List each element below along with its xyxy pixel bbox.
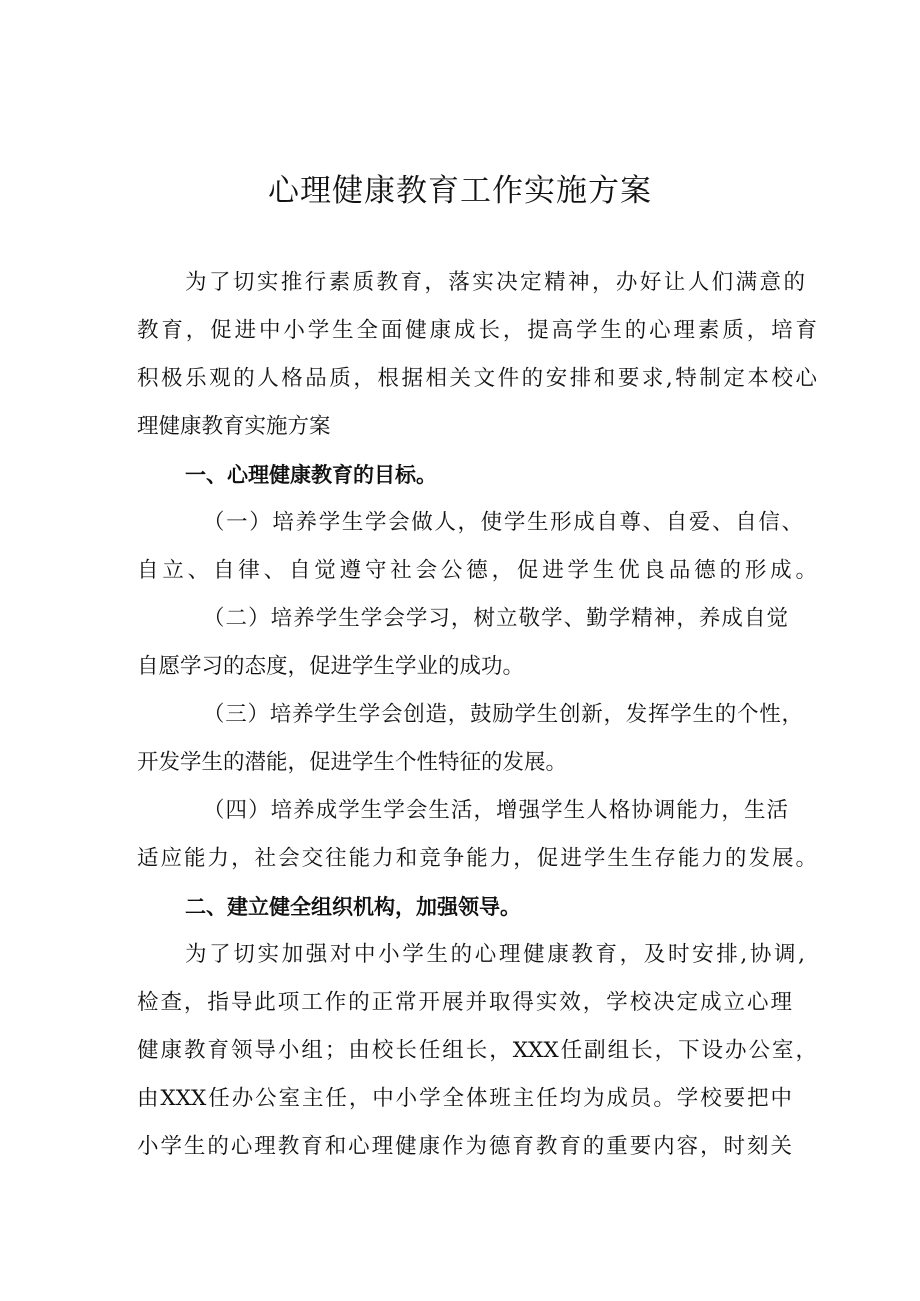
- goal-1-line-2: 自立、自律、自觉遵守社会公德，促进学生优良品德的形成。: [137, 558, 817, 583]
- org-line-2: 检查，指导此项工作的正常开展并取得实效，学校决定成立心理: [137, 990, 792, 1015]
- intro-line-2: 教育，促进中小学生全面健康成长，提高学生的心理素质，培育: [137, 318, 817, 343]
- goal-4-line-2: 适应能力，社会交往能力和竞争能力，促进学生生存能力的发展。: [137, 846, 817, 871]
- org-line-5: 小学生的心理教育和心理健康作为德育教育的重要内容，时刻关: [137, 1134, 792, 1159]
- goal-4-line-1: （四）培养成学生学会生活，增强学生人格协调能力，生活: [203, 798, 788, 823]
- org-line-4: 由XXX任办公室主任，中小学全体班主任均为成员。学校要把中: [137, 1086, 792, 1111]
- goal-3-line-1: （三）培养学生学会创造，鼓励学生创新，发挥学生的个性，: [203, 702, 803, 727]
- section-2-heading: 二、建立健全组织机构，加强领导。: [185, 895, 521, 919]
- goal-1-line-1: （一）培养学生学会做人，使学生形成自尊、自爱、自信、: [203, 510, 803, 535]
- goal-3-line-2: 开发学生的潜能，促进学生个性特征的发展。: [137, 750, 568, 775]
- intro-line-4: 理健康教育实施方案: [137, 414, 331, 439]
- section-1-heading: 一、心理健康教育的目标。: [185, 463, 437, 487]
- goal-2-line-2: 自愿学习的态度，促进学生学业的成功。: [137, 654, 525, 679]
- goal-2-line-1: （二）培养学生学会学习，树立敬学、勤学精神，养成自觉: [203, 606, 788, 631]
- org-line-3: 健康教育领导小组；由校长任组长，XXX任副组长，下设办公室，: [137, 1038, 817, 1063]
- org-line-1: 为了切实加强对中小学生的心理健康教育，及时安排,协调,: [185, 942, 805, 967]
- intro-line-3: 积极乐观的人格品质，根据相关文件的安排和要求,特制定本校心: [137, 366, 817, 391]
- intro-line-1: 为了切实推行素质教育，落实决定精神，办好让人们满意的: [185, 270, 805, 295]
- document-title: 心理健康教育工作实施方案: [268, 173, 652, 209]
